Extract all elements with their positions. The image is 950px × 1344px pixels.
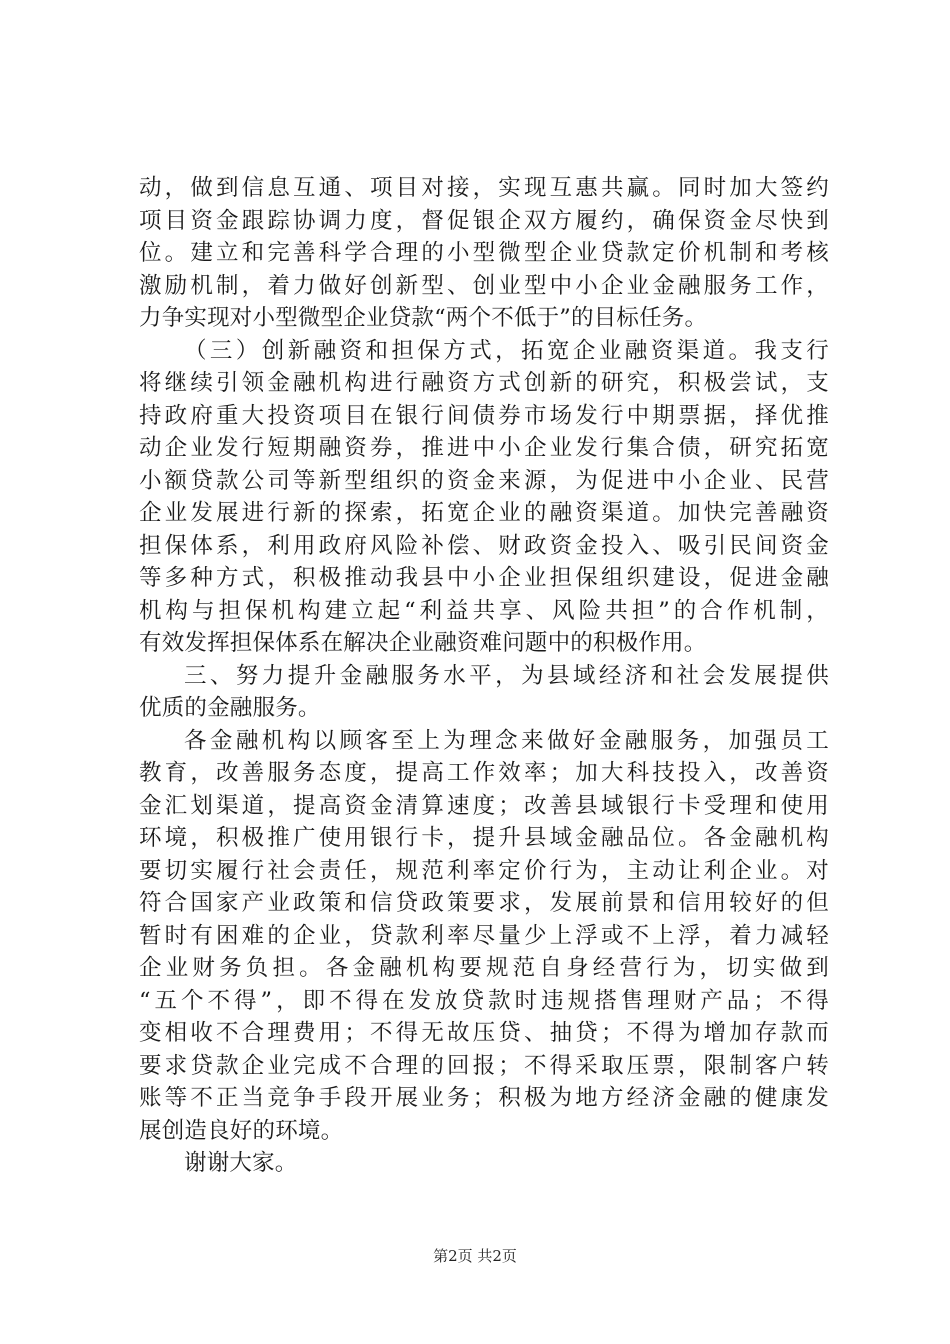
text-line: 项目资金跟踪协调力度，督促银企双方履约，确保资金尽快到 bbox=[139, 207, 829, 234]
section-heading: 三、努力提升金融服务水平，为县域经济和社会发展提供 bbox=[184, 662, 829, 689]
text-line: 有效发挥担保体系在解决企业融资难问题中的积极作用。 bbox=[139, 630, 707, 656]
text-line: 暂时有困难的企业，贷款利率尽量少上浮或不上浮，着力减轻 bbox=[139, 922, 829, 949]
text-line: 环境，积极推广使用银行卡，提升县域金融品位。各金融机构 bbox=[139, 825, 829, 851]
text-line: 企业财务负担。各金融机构要规范自身经营行为，切实做到 bbox=[139, 955, 829, 981]
text-line: “五个不得”，即不得在发放贷款时违规搭售理财产品；不得 bbox=[139, 987, 829, 1014]
text-line: 激励机制，着力做好创新型、创业型中小企业金融服务工作， bbox=[139, 272, 829, 299]
page-footer bbox=[0, 1246, 950, 1266]
text-line: 要切实履行社会责任，规范利率定价行为，主动让利企业。对 bbox=[139, 857, 829, 884]
text-line: 等多种方式，积极推动我县中小企业担保组织建设，促进金融 bbox=[139, 565, 829, 591]
text-line: 符合国家产业政策和信贷政策要求，发展前景和信用较好的但 bbox=[139, 890, 829, 916]
document-body bbox=[139, 172, 829, 1180]
text-line: 金汇划渠道，提高资金清算速度；改善县域银行卡受理和使用 bbox=[139, 792, 829, 819]
text-line: 各金融机构以顾客至上为理念来做好金融服务，加强员工 bbox=[184, 727, 829, 754]
text-line: 企业发展进行新的探索，拓宽企业的融资渠道。加快完善融资 bbox=[139, 500, 829, 526]
closing-line: 谢谢大家。 bbox=[184, 1150, 298, 1176]
text-line: 机构与担保机构建立起“利益共享、风险共担”的合作机制， bbox=[139, 597, 829, 624]
text-line: 展创造良好的环境。 bbox=[139, 1117, 344, 1144]
section-heading: 优质的金融服务。 bbox=[139, 695, 321, 721]
text-line: 教育，改善服务态度，提高工作效率；加大科技投入，改善资 bbox=[139, 760, 829, 786]
text-line: 担保体系，利用政府风险补偿、财政资金投入、吸引民间资金 bbox=[139, 532, 829, 559]
text-line: 要求贷款企业完成不合理的回报；不得采取压票，限制客户转 bbox=[139, 1052, 829, 1079]
text-line: 账等不正当竞争手段开展业务；积极为地方经济金融的健康发 bbox=[139, 1085, 829, 1111]
text-line: 动企业发行短期融资券，推进中小企业发行集合债，研究拓宽 bbox=[139, 435, 829, 461]
text-line: 位。建立和完善科学合理的小型微型企业贷款定价机制和考核 bbox=[139, 240, 829, 266]
page-number: 第2页 共2页 bbox=[433, 1247, 517, 1265]
text-line: 动，做到信息互通、项目对接，实现互惠共赢。同时加大签约 bbox=[139, 175, 829, 201]
text-line: 将继续引领金融机构进行融资方式创新的研究，积极尝试，支 bbox=[139, 370, 829, 396]
text-line: 变相收不合理费用；不得无故压贷、抽贷；不得为增加存款而 bbox=[139, 1020, 829, 1046]
text-line: 小额贷款公司等新型组织的资金来源，为促进中小企业、民营 bbox=[139, 467, 829, 494]
text-line: （三）创新融资和担保方式，拓宽企业融资渠道。我支行 bbox=[184, 337, 829, 364]
text-line: 力争实现对小型微型企业贷款“两个不低于”的目标任务。 bbox=[139, 305, 708, 331]
text-line: 持政府重大投资项目在银行间债券市场发行中期票据，择优推 bbox=[139, 402, 829, 429]
